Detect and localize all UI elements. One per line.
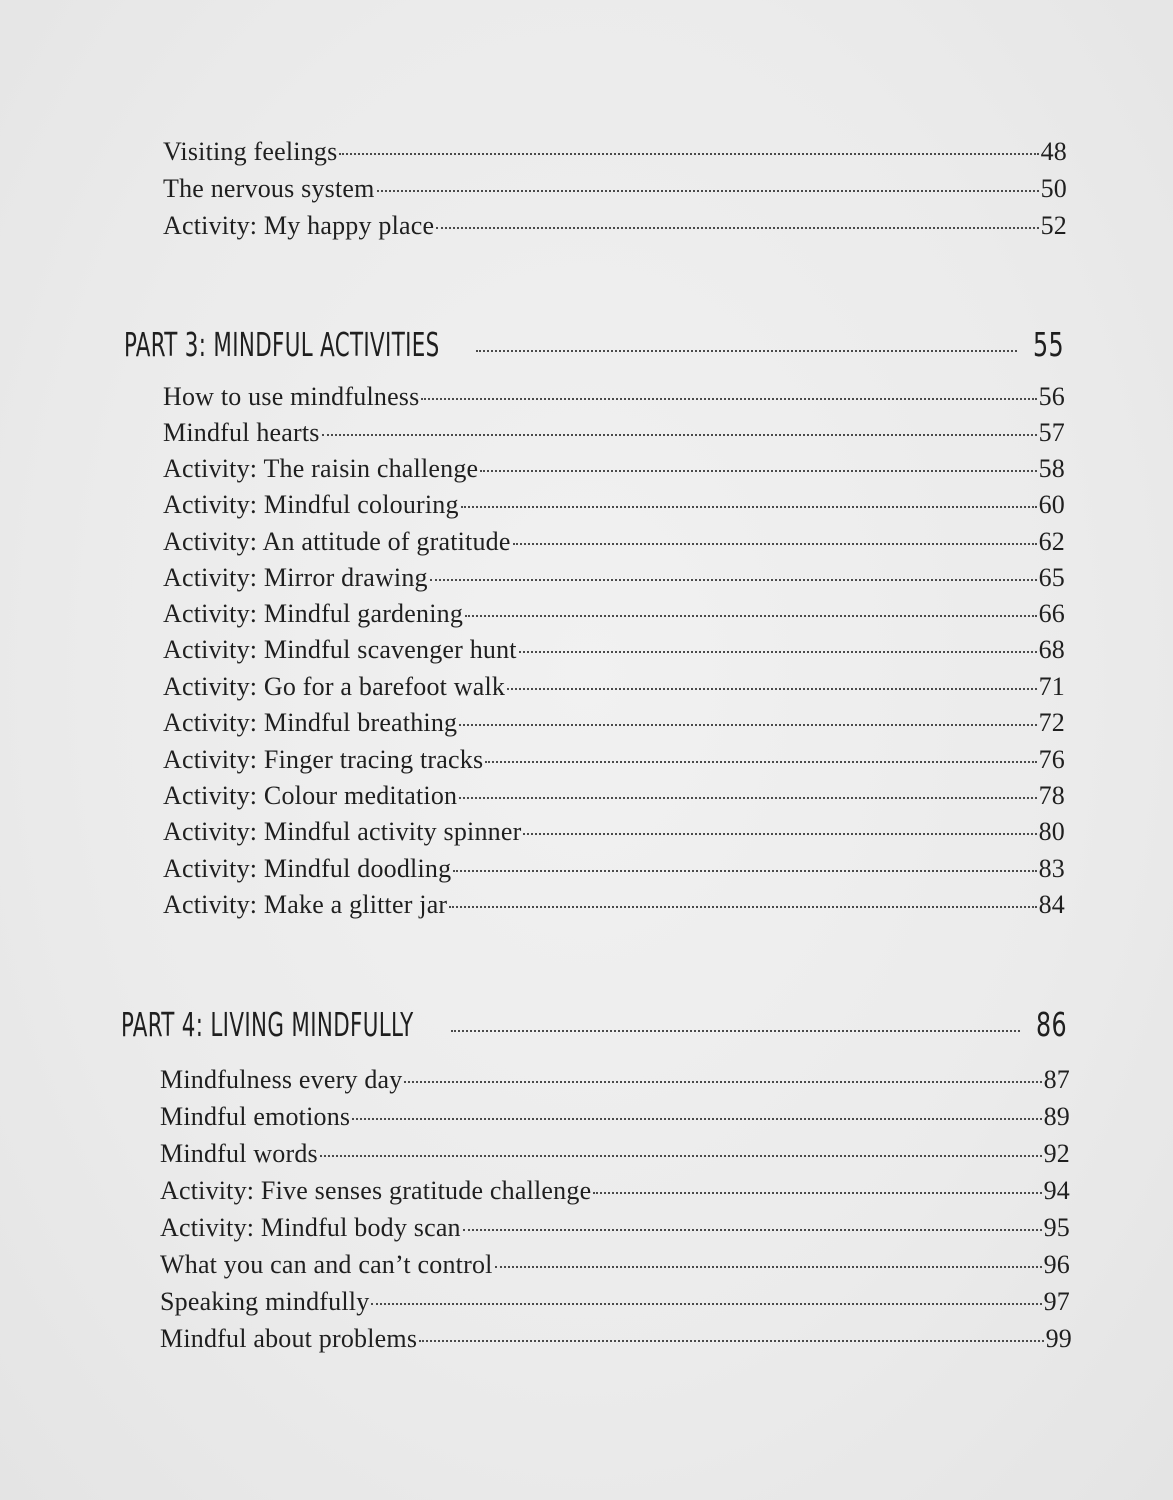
dot-leader xyxy=(459,797,1036,799)
toc-entry-page: 65 xyxy=(1038,563,1065,592)
toc-entry-page: 60 xyxy=(1038,490,1065,519)
dot-leader xyxy=(352,1118,1041,1120)
toc-entry[interactable] xyxy=(163,174,1067,211)
part-3-heading[interactable] xyxy=(124,325,1064,375)
toc-entry[interactable] xyxy=(160,1176,1070,1213)
dot-leader xyxy=(519,651,1037,653)
dot-leader xyxy=(419,1340,1043,1342)
toc-entry-label: Speaking mindfully xyxy=(160,1287,370,1316)
toc-entry-label: Activity: My happy place xyxy=(163,211,435,240)
toc-entry[interactable] xyxy=(163,490,1065,527)
toc-entry-page: 97 xyxy=(1043,1287,1070,1316)
toc-entry[interactable] xyxy=(160,1250,1070,1287)
toc-entry-page: 72 xyxy=(1038,708,1065,737)
toc-entry[interactable] xyxy=(163,635,1065,672)
toc-entry-label: Activity: Mindful body scan xyxy=(160,1213,461,1242)
dot-leader xyxy=(495,1266,1042,1268)
dot-leader xyxy=(507,688,1036,690)
dot-leader xyxy=(476,350,1017,352)
toc-entry-page: 57 xyxy=(1038,418,1065,447)
dot-leader xyxy=(463,1229,1042,1231)
toc-entry[interactable] xyxy=(163,563,1065,600)
toc-entry[interactable] xyxy=(163,781,1065,818)
toc-entry[interactable] xyxy=(163,672,1065,709)
toc-entry[interactable] xyxy=(163,211,1067,248)
toc-entry-page: 89 xyxy=(1043,1102,1070,1131)
part-heading-page-text: 55 xyxy=(1033,325,1064,364)
toc-entry-page: 76 xyxy=(1038,745,1065,774)
toc-entry-page: 50 xyxy=(1040,174,1067,203)
dot-leader xyxy=(593,1192,1041,1194)
toc-entry-label: Activity: Mindful activity spinner xyxy=(163,817,522,846)
dot-leader xyxy=(513,543,1037,545)
dot-leader xyxy=(404,1081,1041,1083)
toc-entry[interactable] xyxy=(163,382,1065,419)
toc-entry[interactable] xyxy=(160,1065,1070,1102)
dot-leader xyxy=(449,906,1036,908)
toc-entry-page: 62 xyxy=(1038,527,1065,556)
toc-entry[interactable] xyxy=(160,1287,1070,1324)
dot-leader xyxy=(459,724,1036,726)
toc-entry-page: 87 xyxy=(1043,1065,1070,1094)
toc-entry[interactable] xyxy=(160,1102,1070,1139)
toc-entry-page: 92 xyxy=(1043,1139,1070,1168)
toc-entry-page: 71 xyxy=(1038,672,1065,701)
part-heading-page-text: 86 xyxy=(1036,1005,1067,1044)
dot-leader xyxy=(421,398,1036,400)
dot-leader xyxy=(523,833,1036,835)
toc-entry-label: Mindfulness every day xyxy=(160,1065,403,1094)
toc-entry-page: 52 xyxy=(1040,211,1067,240)
toc-entry[interactable] xyxy=(163,527,1065,564)
toc-entry-label: Activity: An attitude of gratitude xyxy=(163,527,511,556)
dot-leader xyxy=(371,1303,1041,1305)
toc-entry[interactable] xyxy=(163,137,1067,174)
toc-entry-label: Mindful about problems xyxy=(160,1324,418,1353)
toc-entry-label: Activity: Finger tracing tracks xyxy=(163,745,484,774)
dot-leader xyxy=(430,579,1037,581)
toc-entry-label: Activity: Mirror drawing xyxy=(163,563,428,592)
dot-leader xyxy=(480,470,1036,472)
toc-entry-label: Mindful emotions xyxy=(160,1102,351,1131)
dot-leader xyxy=(465,615,1037,617)
dot-leader xyxy=(451,1030,1020,1032)
dot-leader xyxy=(339,153,1038,155)
toc-entry-label: The nervous system xyxy=(163,174,375,203)
toc-entry-label: Activity: Mindful colouring xyxy=(163,490,459,519)
toc-entry-page: 96 xyxy=(1043,1250,1070,1279)
toc-entry-page: 78 xyxy=(1038,781,1065,810)
dot-leader xyxy=(322,434,1037,436)
toc-entry-page: 95 xyxy=(1043,1213,1070,1242)
toc-entry-label: Activity: Colour meditation xyxy=(163,781,458,810)
toc-entry-page: 83 xyxy=(1038,854,1065,883)
part-heading-text: PART 4: LIVING MINDFULLY xyxy=(121,1005,414,1044)
toc-entry-page: 48 xyxy=(1040,137,1067,166)
dot-leader xyxy=(461,506,1037,508)
part-heading-text: PART 3: MINDFUL ACTIVITIES xyxy=(124,325,440,364)
dot-leader xyxy=(485,761,1036,763)
toc-entry-label: Activity: Mindful scavenger hunt xyxy=(163,635,517,664)
toc-entry-label: Mindful words xyxy=(160,1139,318,1168)
toc-entry-label: Activity: Make a glitter jar xyxy=(163,890,448,919)
toc-entry-label: Visiting feelings xyxy=(163,137,338,166)
toc-entry-label: Activity: Mindful breathing xyxy=(163,708,458,737)
toc-entry-label: Activity: Go for a barefoot walk xyxy=(163,672,506,701)
part-heading-label xyxy=(121,1005,527,1044)
toc-entry-label: Activity: The raisin challenge xyxy=(163,454,479,483)
toc-entry-label: How to use mindfulness xyxy=(163,382,420,411)
toc-entry[interactable] xyxy=(163,817,1065,854)
dot-leader xyxy=(377,190,1039,192)
toc-entry-label: Activity: Mindful gardening xyxy=(163,599,464,628)
toc-entry-page: 58 xyxy=(1038,454,1065,483)
toc-entry-label: Activity: Five senses gratitude challenge xyxy=(160,1176,592,1205)
toc-entry[interactable] xyxy=(163,854,1065,891)
toc-entry-label: Activity: Mindful doodling xyxy=(163,854,452,883)
part-heading-page xyxy=(1021,325,1064,364)
toc-entry-page: 94 xyxy=(1043,1176,1070,1205)
toc-entry-page: 84 xyxy=(1038,890,1065,919)
toc-entry-page: 56 xyxy=(1038,382,1065,411)
toc-entry-page: 66 xyxy=(1038,599,1065,628)
toc-entry-label: What you can and can’t control xyxy=(160,1250,493,1279)
toc-entry[interactable] xyxy=(163,890,1065,927)
part-heading-label xyxy=(124,325,562,364)
toc-entry-page: 99 xyxy=(1045,1324,1072,1353)
dot-leader xyxy=(320,1155,1042,1157)
toc-entry-page: 80 xyxy=(1038,817,1065,846)
toc-entry[interactable] xyxy=(163,454,1065,491)
toc-entry-page: 68 xyxy=(1038,635,1065,664)
toc-entry-label: Mindful hearts xyxy=(163,418,320,447)
toc-entry[interactable] xyxy=(163,745,1065,782)
toc-entry[interactable] xyxy=(163,418,1065,455)
dot-leader xyxy=(453,870,1036,872)
toc-entry[interactable] xyxy=(160,1139,1070,1176)
part-heading-page xyxy=(1024,1005,1067,1044)
toc-entry[interactable] xyxy=(163,708,1065,745)
dot-leader xyxy=(436,227,1038,229)
toc-entry[interactable] xyxy=(163,599,1065,636)
part-4-heading[interactable] xyxy=(121,1005,1067,1055)
toc-entry[interactable] xyxy=(160,1213,1070,1250)
toc-entry[interactable] xyxy=(160,1324,1072,1361)
